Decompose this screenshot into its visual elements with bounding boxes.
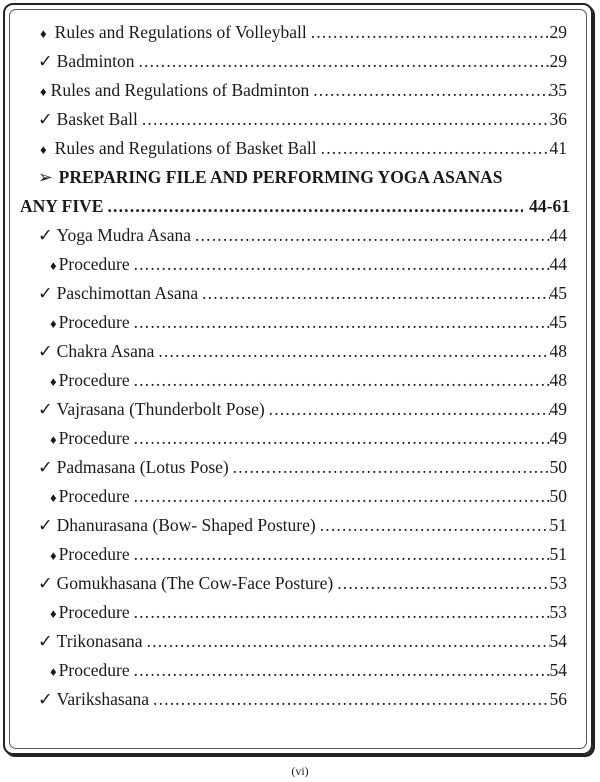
dot-leader bbox=[153, 689, 550, 710]
toc-entry-title: Procedure bbox=[58, 254, 130, 274]
check-bullet-icon: ✓ bbox=[38, 631, 53, 651]
dot-leader bbox=[134, 254, 550, 275]
dot-leader bbox=[107, 196, 523, 217]
dot-leader bbox=[321, 138, 550, 159]
toc-entry-page: 44 bbox=[549, 254, 567, 274]
toc-entry-title: Vajrasana (Thunderbolt Pose) bbox=[56, 399, 265, 419]
toc-entry-page: 29 bbox=[549, 22, 567, 42]
toc-entry-page: 50 bbox=[549, 457, 567, 477]
dot-leader bbox=[134, 660, 550, 681]
section-heading[interactable] bbox=[38, 167, 583, 191]
toc-entry-title: Trikonasana bbox=[56, 631, 143, 651]
dot-leader bbox=[233, 457, 550, 478]
check-bullet-icon: ✓ bbox=[38, 399, 53, 419]
toc-entry-title: Varikshasana bbox=[56, 689, 149, 709]
check-bullet-icon: ✓ bbox=[38, 341, 53, 361]
dot-leader bbox=[195, 225, 550, 246]
toc-entry-page: 54 bbox=[549, 631, 567, 651]
dot-leader bbox=[134, 544, 550, 565]
toc-entry-title: Procedure bbox=[58, 544, 130, 564]
toc-entry-title: Paschimottan Asana bbox=[56, 283, 199, 303]
diamond-bullet-icon: ♦ bbox=[50, 664, 57, 679]
dot-leader bbox=[134, 602, 550, 623]
toc-subentry[interactable] bbox=[50, 428, 567, 452]
toc-entry-page: 56 bbox=[549, 689, 567, 709]
section-heading-continued[interactable] bbox=[20, 196, 570, 220]
toc-entry-title: Procedure bbox=[58, 428, 130, 448]
check-bullet-icon: ✓ bbox=[38, 283, 53, 303]
toc-entry-page: 48 bbox=[549, 370, 567, 390]
dot-leader bbox=[313, 80, 549, 101]
dot-leader bbox=[134, 486, 550, 507]
toc-entry-page: 45 bbox=[549, 312, 567, 332]
check-bullet-icon: ✓ bbox=[38, 515, 53, 535]
toc-entry-title: Gomukhasana (The Cow-Face Posture) bbox=[56, 573, 334, 593]
toc-entry-page: 29 bbox=[549, 51, 567, 71]
toc-subentry[interactable] bbox=[50, 544, 567, 568]
section-page-range: 44-61 bbox=[529, 196, 570, 216]
dot-leader bbox=[138, 51, 549, 72]
toc-entry-title: Padmasana (Lotus Pose) bbox=[56, 457, 229, 477]
check-bullet-icon: ✓ bbox=[38, 51, 53, 71]
toc-entry[interactable] bbox=[40, 80, 567, 104]
toc-entry-page: 36 bbox=[549, 109, 567, 129]
toc-entry-page: 48 bbox=[549, 341, 567, 361]
toc-entry-page: 49 bbox=[549, 399, 567, 419]
diamond-bullet-icon: ♦ bbox=[50, 606, 57, 621]
diamond-bullet-icon: ♦ bbox=[50, 548, 57, 563]
dot-leader bbox=[311, 22, 550, 43]
dot-leader bbox=[320, 515, 550, 536]
check-bullet-icon: ✓ bbox=[38, 457, 53, 477]
toc-entry-title: Rules and Regulations of Volleyball bbox=[54, 22, 307, 42]
check-bullet-icon: ✓ bbox=[38, 109, 53, 129]
toc-entry[interactable] bbox=[38, 689, 567, 713]
check-bullet-icon: ✓ bbox=[38, 225, 53, 245]
toc-subentry[interactable] bbox=[50, 312, 567, 336]
toc-entry[interactable] bbox=[40, 138, 567, 162]
dot-leader bbox=[134, 312, 550, 333]
toc-entry-page: 51 bbox=[549, 515, 567, 535]
toc-entry-title: Badminton bbox=[56, 51, 135, 71]
diamond-bullet-icon: ♦ bbox=[40, 84, 47, 99]
diamond-bullet-icon: ♦ bbox=[40, 142, 47, 157]
toc-subentry[interactable] bbox=[50, 602, 567, 626]
toc-entry[interactable] bbox=[38, 573, 567, 597]
dot-leader bbox=[269, 399, 550, 420]
toc-entry-title: Dhanurasana (Bow- Shaped Posture) bbox=[56, 515, 316, 535]
toc-entry-title: Chakra Asana bbox=[56, 341, 155, 361]
toc-entry[interactable] bbox=[38, 515, 567, 539]
toc-subentry[interactable] bbox=[50, 370, 567, 394]
toc-entry-title: Rules and Regulations of Basket Ball bbox=[54, 138, 317, 158]
dot-leader bbox=[202, 283, 549, 304]
dot-leader bbox=[158, 341, 549, 362]
toc-entry[interactable] bbox=[38, 109, 567, 133]
toc-entry-title: Procedure bbox=[58, 602, 130, 622]
diamond-bullet-icon: ♦ bbox=[50, 490, 57, 505]
toc-entry[interactable] bbox=[38, 399, 567, 423]
toc-entry-title: Basket Ball bbox=[56, 109, 138, 129]
toc-entry[interactable] bbox=[40, 22, 567, 46]
diamond-bullet-icon: ♦ bbox=[50, 316, 57, 331]
toc-entry-page: 53 bbox=[549, 573, 567, 593]
check-bullet-icon: ✓ bbox=[38, 689, 53, 709]
diamond-bullet-icon: ♦ bbox=[50, 432, 57, 447]
section-heading-title: PREPARING FILE AND PERFORMING YOGA ASANAS bbox=[58, 167, 503, 187]
toc-entry-page: 53 bbox=[549, 602, 567, 622]
toc-entry-title: Procedure bbox=[58, 486, 130, 506]
toc-entry-page: 41 bbox=[549, 138, 567, 158]
diamond-bullet-icon: ♦ bbox=[40, 26, 47, 41]
toc-entry[interactable] bbox=[38, 51, 567, 75]
toc-subentry[interactable] bbox=[50, 254, 567, 278]
toc-entry-title: Procedure bbox=[58, 370, 130, 390]
dot-leader bbox=[337, 573, 549, 594]
arrowhead-bullet-icon: ➢ bbox=[38, 167, 53, 187]
toc-entry-page: 44 bbox=[549, 225, 567, 245]
toc-entry-page: 50 bbox=[549, 486, 567, 506]
page-number: (vi) bbox=[291, 764, 309, 778]
toc-entry-title: Procedure bbox=[58, 660, 130, 680]
diamond-bullet-icon: ♦ bbox=[50, 374, 57, 389]
diamond-bullet-icon: ♦ bbox=[50, 258, 57, 273]
toc-entry-title: Procedure bbox=[58, 312, 130, 332]
toc-subentry[interactable] bbox=[50, 486, 567, 510]
toc-subentry[interactable] bbox=[50, 660, 567, 684]
toc-entry[interactable] bbox=[38, 457, 567, 481]
toc-entry-page: 49 bbox=[549, 428, 567, 448]
toc-entry-page: 45 bbox=[549, 283, 567, 303]
toc-entry-page: 51 bbox=[549, 544, 567, 564]
dot-leader bbox=[147, 631, 550, 652]
toc-entry[interactable] bbox=[38, 631, 567, 655]
toc-entry[interactable] bbox=[38, 341, 567, 365]
dot-leader bbox=[134, 370, 550, 391]
dot-leader bbox=[142, 109, 550, 130]
section-heading-title-continued: ANY FIVE bbox=[20, 196, 104, 216]
toc-entry-title: Yoga Mudra Asana bbox=[56, 225, 191, 245]
check-bullet-icon: ✓ bbox=[38, 573, 53, 593]
toc-entry-title: Rules and Regulations of Badminton bbox=[50, 80, 310, 100]
dot-leader bbox=[134, 428, 550, 449]
toc-entry-page: 54 bbox=[549, 660, 567, 680]
toc-entry[interactable] bbox=[38, 225, 567, 249]
toc-entry[interactable] bbox=[38, 283, 567, 307]
toc-entry-page: 35 bbox=[549, 80, 567, 100]
